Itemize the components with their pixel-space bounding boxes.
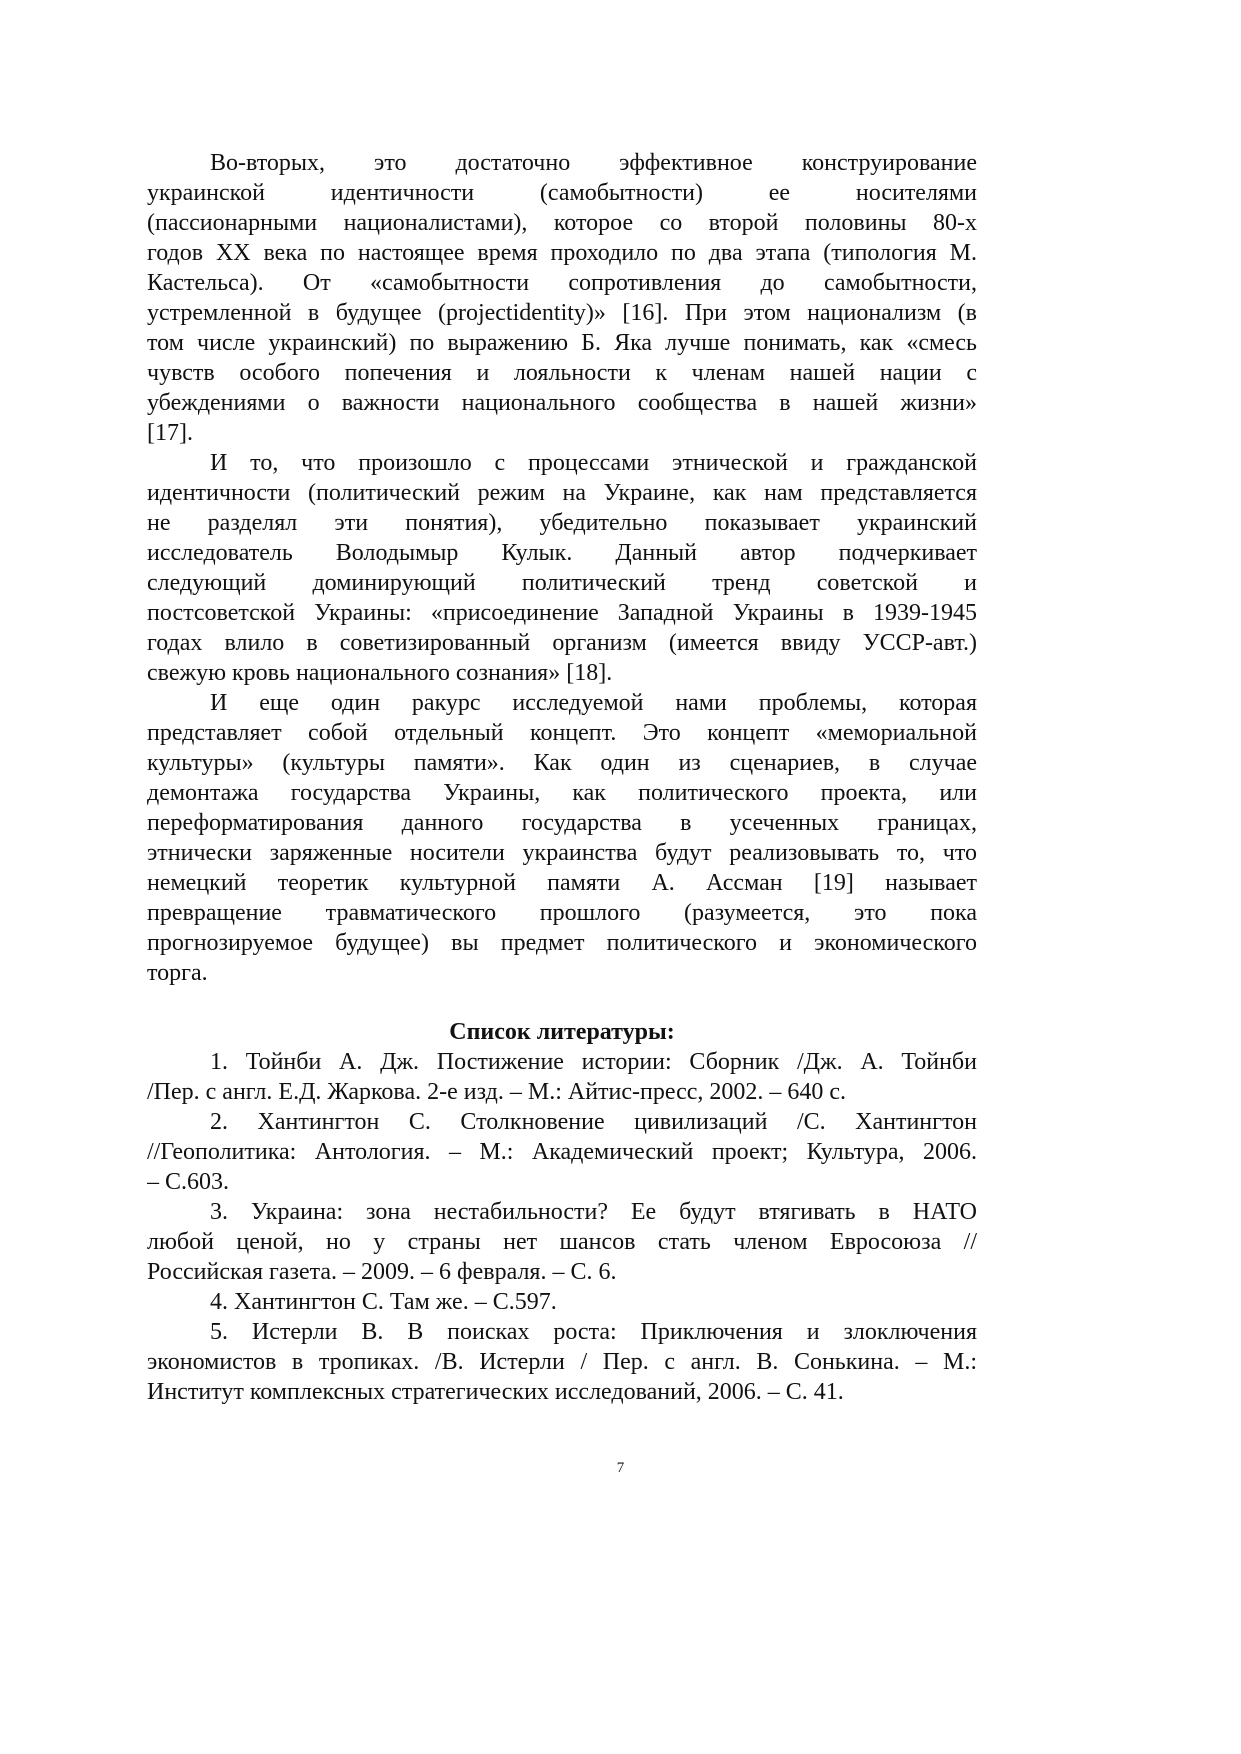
text-line: экономистов в тропиках. /В. Истерли / Пер. с англ. В. Сонькина. – М.: — [147, 1349, 977, 1375]
text-line: постсоветской Украины: «присоединение Западной Украины в 1939-1945 — [147, 600, 977, 626]
paragraph — [147, 448, 977, 688]
text-line: не разделял эти понятия), убедительно показывает украинский — [147, 510, 977, 536]
reference-item — [147, 1197, 977, 1287]
text-line: Институт комплексных стратегических исследований, 2006. – С. 41. — [147, 1379, 844, 1405]
text-line: украинской идентичности (самобытности) ее носителями — [147, 180, 977, 206]
text-line: И еще один ракурс исследуемой нами проблемы, которая — [210, 690, 977, 716]
text-line: превращение травматического прошлого (разумеется, это пока — [147, 900, 977, 926]
paragraph — [147, 688, 977, 988]
text-line: /Пер. с англ. Е.Д. Жаркова. 2-е изд. – М.: Айтис-пресс, 2002. – 640 с. — [147, 1079, 847, 1105]
paragraph — [147, 148, 977, 448]
text-line: – С.603. — [147, 1169, 230, 1195]
text-line: торга. — [147, 960, 208, 986]
page-number: 7 — [616, 1460, 625, 1476]
reference-item — [147, 1107, 977, 1197]
text-line: устремленной в будущее (projectidentity)» [16]. При этом национализм (в — [147, 300, 977, 326]
text-line: этнически заряженные носители украинства будут реализовывать то, что — [147, 840, 977, 866]
text-line: идентичности (политический режим на Украине, как нам представляется — [147, 480, 977, 506]
text-line: 5. Истерли В. В поисках роста: Приключения и злоключения — [210, 1319, 977, 1345]
text-line: чувств особого попечения и лояльности к членам нашей нации с — [147, 360, 977, 386]
reference-item — [147, 1287, 977, 1317]
text-line: том числе украинский) по выражению Б. Яка лучше понимать, как «смесь — [147, 330, 977, 356]
text-line: годов XX века по настоящее время проходило по два этапа (типология М. — [147, 240, 977, 266]
text-line: (пассионарными националистами), которое со второй половины 80-х — [147, 210, 977, 236]
text-line: 4. Хантингтон С. Там же. – С.597. — [210, 1289, 557, 1315]
text-line: [17]. — [147, 420, 193, 446]
text-line: годах влило в советизированный организм (имеется ввиду УССР-авт.) — [147, 630, 977, 656]
text-line: культуры» (культуры памяти». Как один из сценариев, в случае — [147, 750, 977, 776]
text-line: любой ценой, но у страны нет шансов стать членом Евросоюза // — [147, 1229, 977, 1255]
text-line: представляет собой отдельный концепт. Это концепт «мемориальной — [147, 720, 977, 746]
text-line: 1. Тойнби А. Дж. Постижение истории: Сборник /Дж. А. Тойнби — [210, 1049, 977, 1075]
text-line: 3. Украина: зона нестабильности? Ее будут втягивать в НАТО — [210, 1199, 977, 1225]
text-line: следующий доминирующий политический тренд советской и — [147, 570, 977, 596]
text-line: исследователь Володымыр Кулык. Данный автор подчеркивает — [147, 540, 977, 566]
reference-item — [147, 1317, 977, 1407]
text-line: убеждениями о важности национального сообщества в нашей жизни» — [147, 390, 977, 416]
text-line: демонтажа государства Украины, как политического проекта, или — [147, 780, 977, 806]
text-line: немецкий теоретик культурной памяти А. Ассман [19] называет — [147, 870, 977, 896]
text-line: Во-вторых, это достаточно эффективное конструирование — [210, 150, 977, 176]
text-line: //Геополитика: Антология. – М.: Академический проект; Культура, 2006. — [147, 1139, 977, 1165]
text-line: свежую кровь национального сознания» [18]. — [147, 660, 613, 686]
text-line: Российская газета. – 2009. – 6 февраля. – С. 6. — [147, 1259, 617, 1285]
references-heading: Список литературы: — [449, 1019, 675, 1045]
text-line: И то, что произошло с процессами этнической и гражданской — [210, 450, 977, 476]
text-line: 2. Хантингтон С. Столкновение цивилизаций /С. Хантингтон — [210, 1109, 977, 1135]
text-line: прогнозируемое будущее) вы предмет политического и экономического — [147, 930, 977, 956]
text-line: переформатирования данного государства в усеченных границах, — [147, 810, 977, 836]
text-line: Кастельса). От «самобытности сопротивления до самобытности, — [147, 270, 977, 296]
reference-item — [147, 1047, 977, 1107]
page-body — [147, 148, 977, 1407]
